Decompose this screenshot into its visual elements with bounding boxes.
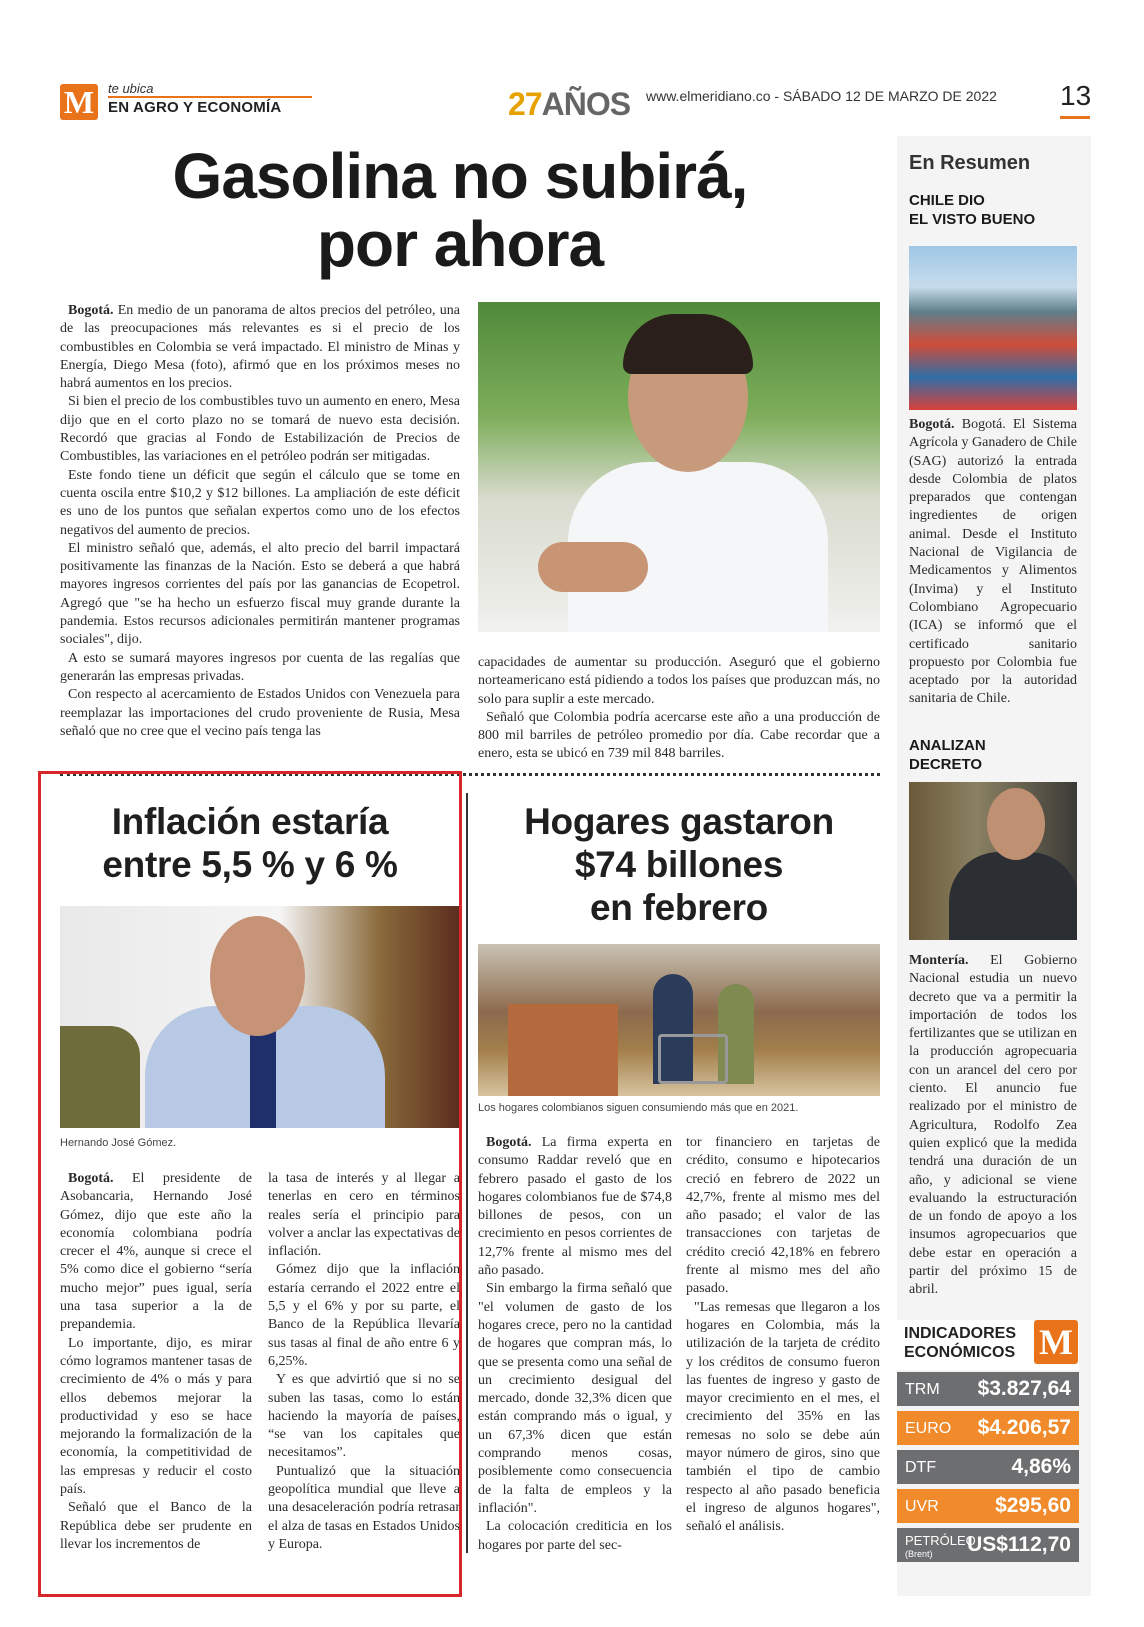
indicator-trm-label: TRM	[905, 1381, 940, 1398]
main-headline-line2: por ahora	[316, 208, 604, 280]
header-rule	[108, 96, 312, 98]
indicator-trm	[897, 1372, 1079, 1406]
meridiano-logo: M	[60, 84, 98, 120]
sidebar-item1-body: Bogotá. El Sistema Agrícola y Ganadero de Chile (SAG) autorizó la entrada desde Colombia de platos preparados que contengan ingredientes de origen animal. Desde el Instituto Nacional de Vigilancia de Medicamentos y Alimentos (Invima) y el Instituto Colombiano Agropecuario (ICA) se informó que el certificado sanitario propuesto por Colombia fue aceptado por la autoridad sanitaria de Chile.	[909, 417, 1077, 707]
sidebar-item1-title-line2: EL VISTO BUENO	[909, 211, 1036, 228]
indicator-uvr-value: $295,60	[995, 1494, 1071, 1517]
indicator-dtf-value: 4,86%	[1011, 1455, 1071, 1478]
column-divider	[466, 793, 468, 1553]
page-number-rule	[1060, 116, 1090, 119]
page-dateline: www.elmeridiano.co - SÁBADO 12 DE MARZO DE 2022	[646, 88, 997, 104]
indicators-title-line2: ECONÓMICOS	[904, 1344, 1016, 1361]
sidebar-item2-body: El Gobierno Nacional estudia un nuevo decreto que va a permitir la importación de todos los fertilizantes que se utilizan en la producción agropecuaria con un arancel del cero por ciento. El anuncio fue realizado por el ministro de Agricultura, Rodolfo Zea quien explicó que la medida tendrá una duración de un año, y adicional se viene evaluando la estructuración de un fondo de apoyo a los insumos agropecuarios que debe estar en operación a partir del próximo 15 de abril.	[909, 953, 1077, 1298]
inflacion-headline-line1: Inflación estaría	[111, 801, 389, 842]
hogares-column-1	[478, 1134, 672, 1555]
section-name: EN AGRO Y ECONOMÍA	[108, 99, 282, 116]
hogares-headline-line3: en febrero	[590, 887, 768, 928]
sidebar-item1-title	[909, 191, 1035, 229]
hogares-c2-p2: "Las remesas que llegaron a los hogares en Colombia, más la utilización de la tarjeta de crédito y los créditos de consumo fueron las fuentes de ingreso y gasto de mayor crecimiento en el mes, el crecimiento del 35% en las remesas no solo se debe aún mayor número de giros, sino que también el tipo de cambio respecto al año pasado beneficia el ingreso de algunos hogares", señaló el análisis.	[686, 1299, 880, 1535]
inflacion-dateline: Bogotá.	[68, 1171, 114, 1186]
inflacion-c2-p2: Gómez dijo que la inflación estaría cerrando el 2022 entre el 5,5 y el 6% y por su parte, el Banco de la República llevaría sus tasas al final de año entre 6 y 6,25%.	[268, 1262, 460, 1369]
indicator-trm-value: $3.827,64	[977, 1377, 1071, 1400]
indicator-dtf-label: DTF	[905, 1459, 937, 1476]
hogares-headline	[478, 800, 880, 929]
sidebar-item2-title-line1: ANALIZAN	[909, 737, 986, 754]
main-story-p2: Si bien el precio de los combustibles tuvo un aumento en enero, Mesa dijo que en el corto plazo no se tomará de nuevo esta decisión. Recordó que gracias al Fondo de Estabilización de Precios de Combustibles, las variaciones en el petróleo podrán ser mitigadas.	[60, 394, 460, 465]
chile-port-photo	[909, 246, 1077, 410]
main-story-p6: Con respecto al acercamiento de Estados Unidos con Venezuela para reemplazar las importaciones del crudo proveniente de Rusia, Mesa señaló que no cree que el vecino país tenga las	[60, 687, 460, 739]
anniversary-logo	[508, 86, 630, 123]
indicator-petroleo	[897, 1528, 1079, 1562]
indicator-petroleo-sublabel: (Brent)	[905, 1549, 933, 1559]
indicator-uvr-label: UVR	[905, 1498, 939, 1515]
minister-photo	[478, 302, 880, 632]
main-story-col2-p2: Señaló que Colombia podría acercarse este año a una producción de 800 mil barriles de petróleo promedio por día. Cabe recordar que a enero, esta se ubicó en 739 mil 848 barriles.	[478, 709, 880, 762]
main-headline	[60, 142, 860, 278]
indicator-euro-value: $4.206,57	[977, 1416, 1071, 1439]
hogares-photo-caption: Los hogares colombianos siguen consumiendo más que en 2021.	[478, 1102, 799, 1114]
inflacion-photo-caption: Hernando José Gómez.	[60, 1137, 177, 1149]
hogares-headline-line1: Hogares gastaron	[524, 801, 834, 842]
indicator-euro-label: EURO	[905, 1420, 952, 1437]
main-story-p4: El ministro señaló que, además, el alto precio del barril impactará positivamente las finanzas de la Nación. Esto se deberá a que habrá mayores ingresos corrientes del país por las ganancias de Ecopetrol. Agregó que "se ha hecho un esfuerzo fiscal muy grande durante la pandemia. Estos recursos adicionales permitirán mantener programas sociales", dijo.	[60, 540, 460, 648]
inflacion-c1-p1: El presidente de Asobancaria, Hernando José Gómez, dijo que este año la economía colombiana podría crecer el 4%, aunque si crece el 5% como dice el gobierno “sería mucho mejor” pues igual, sería una tasa superior a la de prepandemia.	[60, 1171, 252, 1333]
hogares-c1-p3: La colocación crediticia en los hogares por parte del sec-	[478, 1519, 672, 1553]
sidebar-item2-title-line2: DECRETO	[909, 756, 983, 773]
indicator-petroleo-label: PETRÓLEO	[905, 1533, 976, 1548]
inflacion-c2-p3: Y es que advirtió que si no se suben las tasas, como lo están haciendo la mayoría de países, “se van los capitales que necesitamos”.	[268, 1372, 460, 1461]
main-story-p5: A esto se sumará mayores ingresos por cuenta de las regalías que generarán las empresas privadas.	[60, 650, 460, 684]
te-ubica-tag: te ubica	[108, 81, 154, 96]
hogares-c2-p1: tor financiero en tarjetas de crédito, consumo e hipotecarios creció en febrero de 2022 un 42,7%, frente al mismo mes del año pasado; el valor de las transacciones con tarjetas de crédito creció 42,18% en febrero frente al mismo mes del año pasado.	[686, 1135, 880, 1297]
main-story-p3: Este fondo tiene un déficit que según el cálculo que se tome en cuenta oscila entre $10,2 y $12 billones. La ampliación de este déficit es uno de los puntos que señalan expertos como uno de los efectos negativos del aumento de precios.	[60, 467, 460, 538]
hogares-c1-p2: Sin embargo la firma señaló que "el volumen de gasto de los hogares crece, pero no la cantidad de hogares que compran más, lo que se presenta como una señal de un crecimiento desigual del mercado, donde 32,3% dicen que están comprando más o igual, y un 67,3% dicen que están comprando menos cosas, posiblemente como consecuencia de la falta de empleos y la inflación".	[478, 1281, 672, 1516]
indicators-title	[904, 1324, 1016, 1362]
main-story-p1: En medio de un panorama de altos precios del petróleo, una de las preocupaciones más relevantes es si el precio de los combustibles en Colombia se verá impactado. El ministro de Minas y Energía, Diego Mesa (foto), afirmó que en los próximos meses no habrá aumentos en los precios.	[60, 303, 460, 392]
hogares-column-2	[686, 1134, 880, 1537]
indicator-uvr	[897, 1489, 1079, 1523]
main-story-column-1	[60, 302, 460, 741]
hogares-headline-line2: $74 billones	[574, 844, 784, 885]
hogares-dateline: Bogotá.	[486, 1135, 532, 1150]
sidebar-item2-text	[909, 952, 1077, 1300]
sidebar-heading: En Resumen	[909, 152, 1031, 174]
sidebar-item1-dateline: Bogotá.	[909, 417, 955, 432]
indicators-title-line1: INDICADORES	[904, 1325, 1017, 1342]
rodolfo-zea-photo	[909, 782, 1077, 940]
anniversary-number: 27	[508, 86, 542, 122]
main-story-dateline: Bogotá.	[68, 303, 114, 318]
main-story-column-2	[478, 654, 880, 764]
page-number: 13	[1060, 80, 1092, 111]
anniversary-word: AÑOS	[541, 86, 631, 122]
highlight-frame	[38, 771, 462, 1597]
main-headline-line1: Gasolina no subirá,	[172, 140, 748, 212]
indicator-euro	[897, 1411, 1079, 1445]
sidebar-item1-text	[909, 416, 1077, 709]
indicator-dtf	[897, 1450, 1079, 1484]
indicator-petroleo-value: US$112,70	[967, 1533, 1071, 1556]
sidebar-item1-title-line1: CHILE DIO	[909, 192, 985, 209]
inflacion-headline-line2: entre 5,5 % y 6 %	[102, 844, 398, 885]
hogares-c1-p1: La firma experta en consumo Raddar reveló que en febrero pasado el gasto de los hogares colombianos fue de $74,8 billones de pesos, con un crecimiento en pesos corrientes de 12,7% frente al mismo mes del año pasado.	[478, 1135, 672, 1279]
main-story-col2-p1: capacidades de aumentar su producción. Aseguró que el gobierno norteamericano está pidiendo a todos los países que produzcan más, no solo para suplir a este mercado.	[478, 655, 880, 707]
sidebar-item2-dateline: Montería.	[909, 953, 969, 968]
indicators-logo: M	[1034, 1320, 1078, 1364]
sidebar-item2-title	[909, 736, 986, 774]
inflacion-c2-p1: la tasa de interés y al llegar a tenerlas en cero en términos reales sería el principio para volver a anclar las expectativas de inflación.	[268, 1171, 460, 1260]
inflacion-c2-p4: Puntualizó que la situación geopolítica mundial que lleve a una desaceleración podría retrasar el alza de tasas en Estados Unidos y Europa.	[268, 1463, 460, 1552]
inflacion-c1-p2: Lo importante, dijo, es mirar cómo logramos mantener tasas de crecimiento de 4% o más y para ellos debemos mejorar la productividad y eso se hace mejorando la formalización de la economía, la competitividad de las empresas y reducir el costo país.	[60, 1335, 252, 1498]
supermarket-photo	[478, 944, 880, 1096]
inflacion-c1-p3: Señaló que el Banco de la República debe ser prudente en llevar los incrementos de	[60, 1500, 252, 1552]
